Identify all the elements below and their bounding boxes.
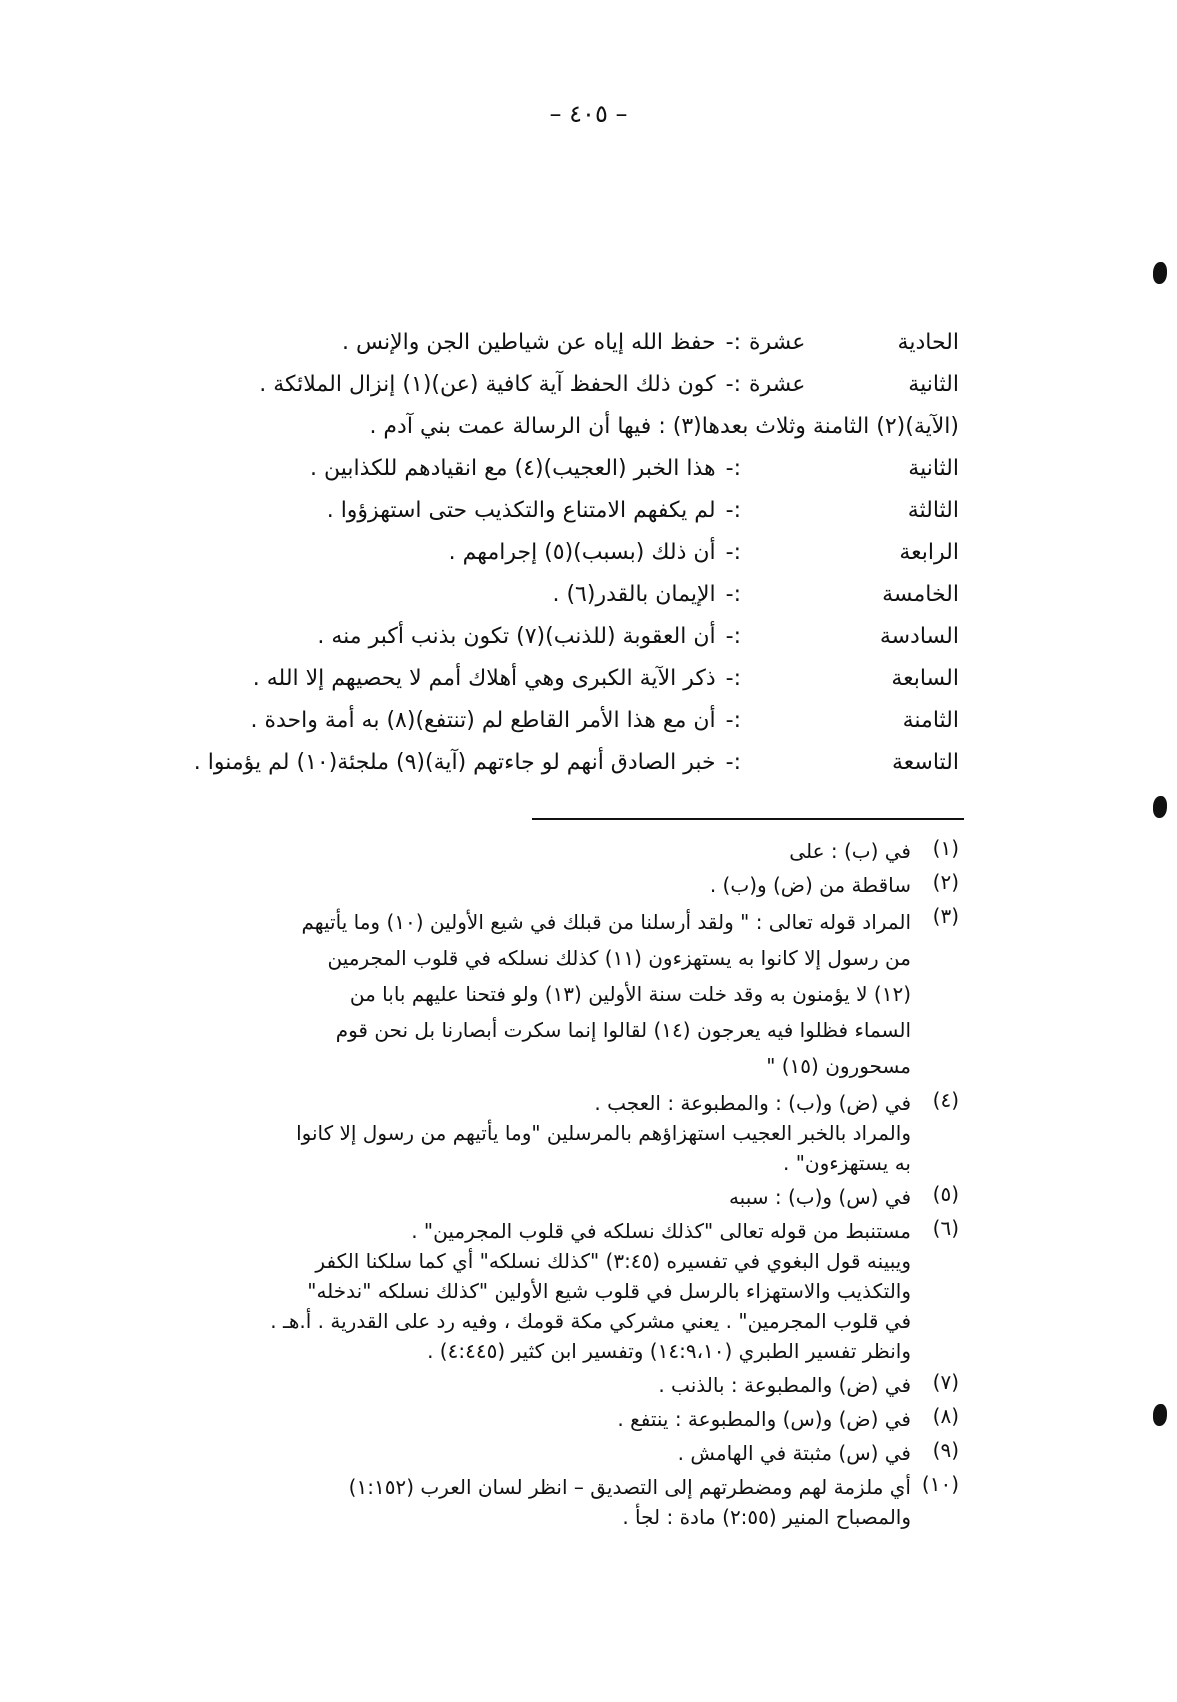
footnotes: [99, 836, 959, 1536]
footnote-divider: [532, 818, 964, 820]
footnote-line: به يستهزءون" .: [782, 1151, 911, 1175]
list-item: [79, 330, 959, 372]
item-label: السابعة: [891, 666, 959, 691]
footnote: [99, 1088, 959, 1178]
item-label: الثالثة: [907, 498, 959, 523]
footnote-line: من رسول إلا كانوا به يستهزءون (١١) كذلك نسلكه في قلوب المجرمين: [327, 946, 911, 970]
footnote-line: ويبينه قول البغوي في تفسيره (٣:٤٥) "كذلك نسلكه" أي كما سلكنا الكفر: [315, 1249, 911, 1273]
item-text: أن مع هذا الأمر القاطع لم (تنتفع)(٨) به أمة واحدة .: [250, 708, 716, 733]
benefits-list: [79, 330, 959, 792]
footnote-line: وانظر تفسير الطبري (١٤:٩،١٠) وتفسير ابن كثير (٤:٤٤٥) .: [427, 1339, 911, 1363]
footnote-number: (٩): [932, 1438, 959, 1462]
list-item: [79, 750, 959, 792]
item-label: السادسة: [879, 624, 959, 649]
item-text: (الآية)(٢) الثامنة وثلاث بعدها(٣) : فيها أن الرسالة عمت بني آدم .: [369, 414, 959, 439]
item-text: حفظ الله إياه عن شياطين الجن والإنس .: [341, 330, 716, 355]
footnote: [99, 904, 959, 1084]
footnote: [99, 836, 959, 866]
footnote: [99, 1404, 959, 1434]
item-text: خبر الصادق أنهم لو جاءتهم (آية)(٩) ملجئة(١٠) لم يؤمنوا .: [193, 750, 716, 775]
list-item: [79, 540, 959, 582]
scan-mark: [1153, 262, 1167, 284]
item-separator: :-: [725, 372, 741, 397]
list-item: [79, 666, 959, 708]
footnote: [99, 1438, 959, 1468]
footnote: [99, 1216, 959, 1366]
item-label: الثانية عشرة: [749, 372, 959, 397]
footnote-line: في قلوب المجرمين" . يعني مشركي مكة قومك ، وفيه رد على القدرية . أ.هـ .: [270, 1309, 911, 1333]
footnote-line: في (ض) والمطبوعة : بالذنب .: [658, 1373, 911, 1397]
footnote-number: (٢): [932, 870, 959, 894]
footnote-line: مسحورون (١٥) ": [766, 1054, 911, 1078]
item-label: الخامسة: [882, 582, 959, 607]
item-label: التاسعة: [892, 750, 959, 775]
footnote-number: (٨): [932, 1404, 959, 1428]
item-text: لم يكفهم الامتناع والتكذيب حتى استهزؤوا .: [326, 498, 716, 523]
footnote-line: السماء فظلوا فيه يعرجون (١٤) لقالوا إنما سكرت أبصارنا بل نحن قوم: [335, 1018, 911, 1042]
footnote-line: مستنبط من قوله تعالى "كذلك نسلكه في قلوب المجرمين" .: [411, 1219, 911, 1243]
footnote: [99, 1370, 959, 1400]
footnote: [99, 1182, 959, 1212]
footnote-line: ساقطة من (ض) و(ب) .: [709, 873, 911, 897]
item-text: أن ذلك (بسبب)(٥) إجرامهم .: [448, 540, 716, 565]
item-separator: :-: [725, 540, 741, 565]
footnote-line: في (س) و(ب) : سببه: [728, 1185, 911, 1209]
list-item: [79, 624, 959, 666]
footnote-number: (٣): [932, 904, 959, 928]
page-number: – ٤٠٥ –: [549, 100, 628, 128]
footnote-number: (٤): [932, 1088, 959, 1112]
scan-mark: [1153, 796, 1167, 818]
list-item: [79, 372, 959, 414]
footnote-number: (٦): [932, 1216, 959, 1240]
footnote-line: المراد قوله تعالى : " ولقد أرسلنا من قبلك في شيع الأولين (١٠) وما يأتيهم: [301, 910, 911, 934]
item-separator: :-: [725, 498, 741, 523]
item-label: الحادية عشرة: [749, 330, 959, 355]
item-separator: :-: [725, 708, 741, 733]
item-label: الثامنة: [902, 708, 959, 733]
list-item: [79, 414, 959, 456]
item-separator: :-: [725, 456, 741, 481]
footnote-number: (١٠): [921, 1472, 959, 1496]
list-item: [79, 456, 959, 498]
footnote-line: في (س) مثبتة في الهامش .: [677, 1441, 911, 1465]
footnote-number: (١): [932, 836, 959, 860]
item-separator: :-: [725, 750, 741, 775]
list-item: [79, 498, 959, 540]
item-text: أن العقوبة (للذنب)(٧) تكون بذنب أكبر منه .: [317, 624, 716, 649]
footnote-line: أي ملزمة لهم ومضطرتهم إلى التصديق – انظر لسان العرب (١:١٥٢): [348, 1475, 911, 1499]
footnote-line: (١٢) لا يؤمنون به وقد خلت سنة الأولين (١٣) ولو فتحنا عليهم بابا من: [349, 982, 911, 1006]
item-separator: :-: [725, 582, 741, 607]
footnote-line: في (ض) و(ب) : والمطبوعة : العجب .: [594, 1091, 911, 1115]
footnote: [99, 1472, 959, 1532]
item-separator: :-: [725, 666, 741, 691]
footnote-line: والمصباح المنير (٢:٥٥) مادة : لجأ .: [622, 1505, 911, 1529]
item-text: ذكر الآية الكبرى وهي أهلاك أمم لا يحصيهم إلا الله .: [252, 666, 716, 691]
item-text: هذا الخبر (العجيب)(٤) مع انقيادهم للكذابين .: [310, 456, 716, 481]
footnote-number: (٧): [932, 1370, 959, 1394]
footnote-line: والمراد بالخبر العجيب استهزاؤهم بالمرسلين "وما يأتيهم من رسول إلا كانوا: [296, 1121, 911, 1145]
footnote-line: في (ب) : على: [789, 839, 911, 863]
item-separator: :-: [725, 624, 741, 649]
footnote-number: (٥): [932, 1182, 959, 1206]
scan-mark: [1153, 1404, 1167, 1426]
footnote-line: في (ض) و(س) والمطبوعة : ينتفع .: [617, 1407, 911, 1431]
item-label: الثانية: [908, 456, 959, 481]
footnote: [99, 870, 959, 900]
item-text: كون ذلك الحفظ آية كافية (عن)(١) إنزال الملائكة .: [259, 372, 716, 397]
item-text: الإيمان بالقدر(٦) .: [552, 582, 716, 607]
item-separator: :-: [725, 330, 741, 355]
item-label: الرابعة: [899, 540, 959, 565]
list-item: [79, 582, 959, 624]
list-item: [79, 708, 959, 750]
footnote-line: والتكذيب والاستهزاء بالرسل في قلوب شيع الأولين "كذلك نسلكه "ندخله": [307, 1279, 911, 1303]
